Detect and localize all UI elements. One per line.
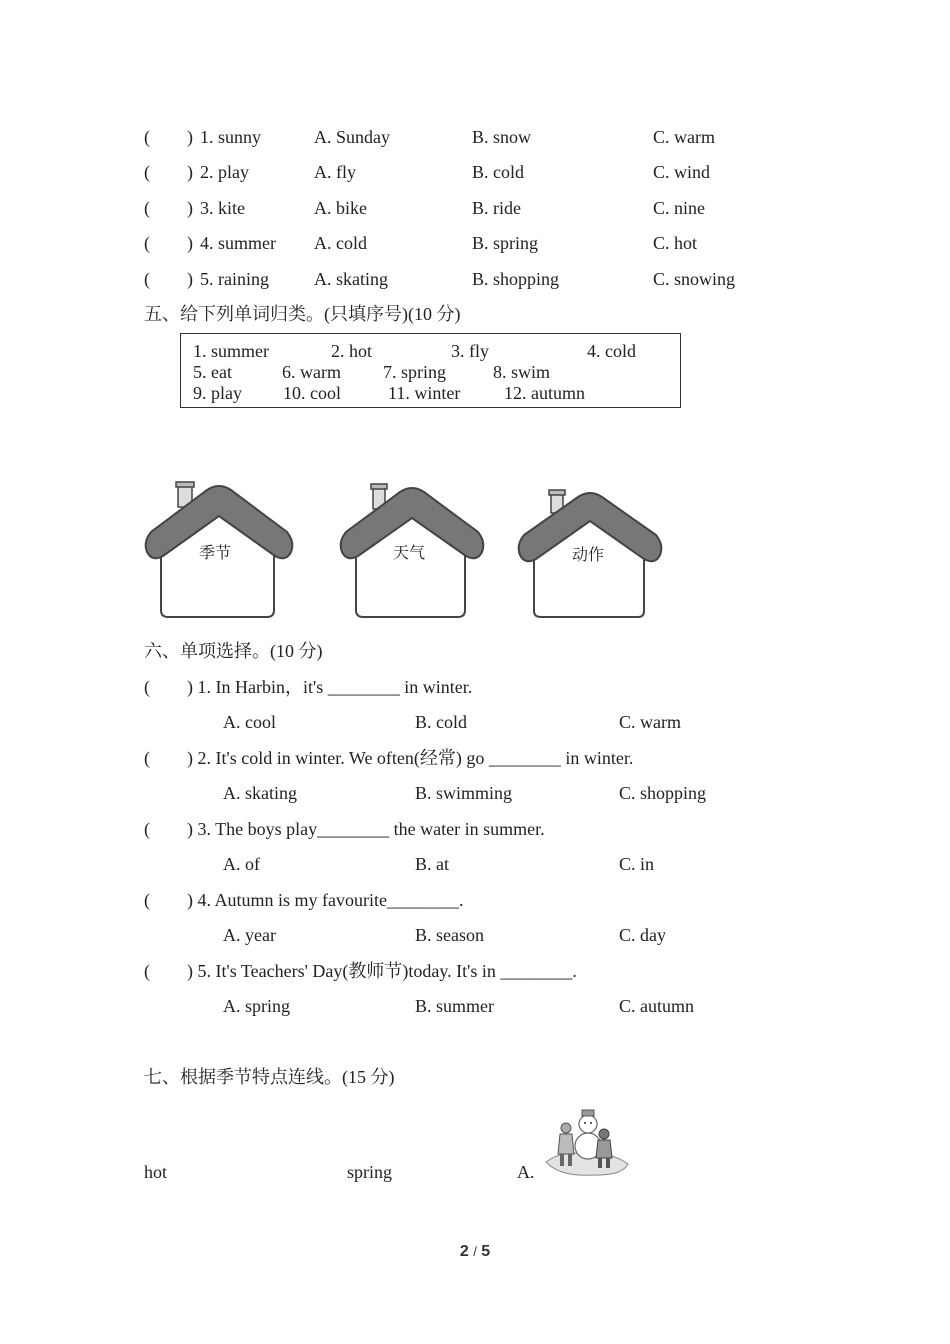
house-weather[interactable] <box>338 480 490 622</box>
section6-title: 六、单项选择。(10 分) <box>144 641 323 661</box>
word-bank-item: 3. fly <box>451 341 489 361</box>
option-b: B. spring <box>472 233 539 253</box>
option-c: C. autumn <box>619 996 694 1016</box>
answer-paren[interactable]: ( <box>144 819 150 839</box>
option-b: B. snow <box>472 127 532 147</box>
section5-title: 五、给下列单词归类。(只填序号)(10 分) <box>144 304 461 324</box>
answer-paren[interactable]: ( <box>144 961 150 981</box>
house-season[interactable] <box>143 480 295 622</box>
option-c: C. hot <box>653 233 698 253</box>
house-label: 天气 <box>393 543 426 562</box>
option-c: C. day <box>619 925 666 945</box>
word-bank-item: 2. hot <box>331 341 373 361</box>
option-b: B. shopping <box>472 269 560 289</box>
question-stem: ) 2. It's cold in winter. We often(经常) go ________ in winter. <box>187 748 634 768</box>
question-stem: ) 4. Autumn is my favourite________. <box>187 890 464 910</box>
option-c: C. warm <box>653 127 715 147</box>
question-word: 3. kite <box>200 198 245 218</box>
page-indicator <box>0 1243 950 1261</box>
word-bank-item: 10. cool <box>283 383 341 403</box>
answer-paren-open[interactable]: ( <box>144 162 150 182</box>
word-bank-item: 5. eat <box>193 362 232 382</box>
word-bank-item: 11. winter <box>388 383 461 403</box>
page-separator: / <box>473 1244 477 1259</box>
option-a: A. bike <box>314 198 367 218</box>
answer-paren-open[interactable]: ( <box>144 198 150 218</box>
option-c: C. in <box>619 854 655 874</box>
option-c: C. warm <box>619 712 681 732</box>
answer-paren[interactable]: ( <box>144 748 150 768</box>
question-stem: ) 1. In Harbin，it's ________ in winter. <box>187 677 473 697</box>
question-word: 1. sunny <box>200 127 262 147</box>
answer-paren-close: ) <box>187 127 193 147</box>
option-a: A. Sunday <box>314 127 390 147</box>
question-stem: ) 3. The boys play________ the water in summer. <box>187 819 545 839</box>
option-b: B. summer <box>415 996 494 1016</box>
word-bank-item: 7. spring <box>383 362 446 382</box>
word-bank-item: 1. summer <box>193 341 269 361</box>
option-a: A. skating <box>223 783 297 803</box>
snowman-kids-icon <box>542 1100 630 1178</box>
option-a: A. cold <box>314 233 367 253</box>
option-b: B. at <box>415 854 449 874</box>
option-a: A. skating <box>314 269 388 289</box>
option-c: C. snowing <box>653 269 736 289</box>
snowman-picture[interactable] <box>542 1100 630 1178</box>
question-word: 5. raining <box>200 269 269 289</box>
word-bank-item: 6. warm <box>282 362 341 382</box>
answer-paren-open[interactable]: ( <box>144 127 150 147</box>
question-word: 4. summer <box>200 233 276 253</box>
answer-paren-close: ) <box>187 162 193 182</box>
page-total: 5 <box>481 1243 491 1260</box>
word-bank-box <box>180 333 681 408</box>
question-word: 2. play <box>200 162 249 182</box>
word-bank-item: 4. cold <box>587 341 636 361</box>
match-word-spring[interactable]: spring <box>347 1162 392 1182</box>
question-stem: ) 5. It's Teachers' Day(教师节)today. It's in ________. <box>187 961 577 981</box>
word-bank-item: 8. swim <box>493 362 551 382</box>
word-bank-item: 12. autumn <box>504 383 585 403</box>
house-label: 季节 <box>199 543 232 562</box>
word-bank-item: 9. play <box>193 383 242 403</box>
option-b: B. season <box>415 925 484 945</box>
answer-paren-close: ) <box>187 269 193 289</box>
option-a: A. cool <box>223 712 276 732</box>
answer-paren[interactable]: ( <box>144 677 150 697</box>
answer-paren-open[interactable]: ( <box>144 233 150 253</box>
answer-paren-open[interactable]: ( <box>144 269 150 289</box>
match-picture-label-a: A. <box>517 1162 535 1182</box>
option-a: A. of <box>223 854 260 874</box>
option-c: C. wind <box>653 162 711 182</box>
option-a: A. year <box>223 925 276 945</box>
section7-title: 七、根据季节特点连线。(15 分) <box>144 1067 395 1087</box>
house-action[interactable] <box>516 485 666 622</box>
option-b: B. swimming <box>415 783 513 803</box>
house-label: 动作 <box>572 545 605 564</box>
option-c: C. shopping <box>619 783 707 803</box>
option-b: B. cold <box>415 712 467 732</box>
answer-paren[interactable]: ( <box>144 890 150 910</box>
option-b: B. ride <box>472 198 521 218</box>
option-a: A. spring <box>223 996 290 1016</box>
option-b: B. cold <box>472 162 524 182</box>
match-word-hot[interactable]: hot <box>144 1162 168 1182</box>
answer-paren-close: ) <box>187 233 193 253</box>
answer-paren-close: ) <box>187 198 193 218</box>
option-a: A. fly <box>314 162 356 182</box>
page-current: 2 <box>459 1243 469 1260</box>
option-c: C. nine <box>653 198 705 218</box>
